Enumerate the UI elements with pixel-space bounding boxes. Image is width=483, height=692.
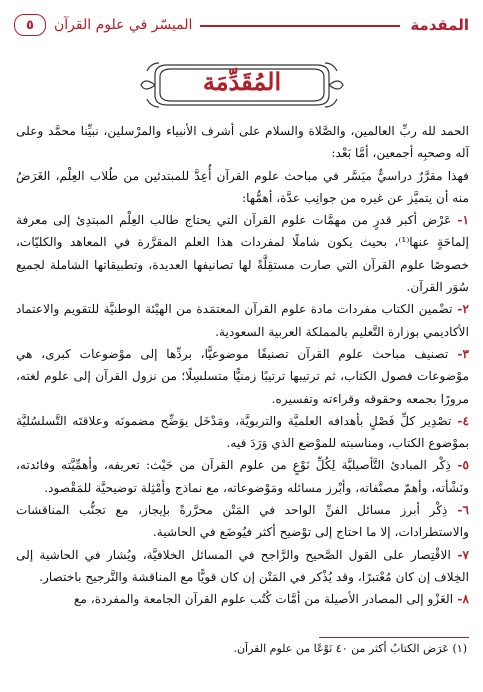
paragraph-number: ٨-	[453, 592, 469, 607]
paragraph-text: الحمد لله ربِّ العالمين، والصَّلاة والسلام على أشرف الأنبياء والمرْسلين، نبيِّنا محمَّد وعلى آله وصحبِه أجمعين، أمَّا بَعْد:	[16, 124, 469, 161]
paragraph-number: ١-	[451, 213, 469, 228]
paragraph	[16, 120, 469, 165]
paragraph	[16, 588, 469, 610]
paragraph	[16, 209, 469, 298]
page-title: المُقَدِّمَة	[202, 67, 282, 96]
title-ornament	[139, 57, 345, 113]
paragraph-number: ٦-	[447, 503, 469, 518]
paragraph-number: ٤-	[451, 413, 469, 428]
body-text	[16, 120, 469, 611]
section-title: المقدمة	[410, 16, 469, 34]
paragraph-text: ذِكْر المبادئ التَّأصيليَّة لِكُلِّ نَوْعٍ من علوم القرآن من حَيْث: تعريفه، وأهمِّيَّته وفائدته، ونَشْأته، وأهمّ مصنَّفاته، وأبْرز مسائله ومَوْضوعاته، مع نماذج وأمْثِلة توضيحيَّة للمَقْصود.	[16, 458, 469, 495]
paragraph-number: ٢-	[452, 302, 469, 317]
paragraph	[16, 165, 469, 210]
paragraph	[16, 410, 469, 455]
paragraph-text: تصنيف مباحث علوم القرآن تصنيفًا موضوعيًّا، بردِّها إلى موْضوعات كبرى، هي موْضوعات فصول الكتاب، ثم ترتيبها ترتيبًا زمنيًّا متسلسِلًا؛ من نزول القرآن إلى علوم لغته، مرورًا بجمعه وحقوقه وقراءته وتفسيره.	[16, 346, 469, 406]
paragraph-number: ٥-	[450, 458, 469, 473]
paragraph-text: العَزْو إلى المصادر الأصيلة من أمَّات كُتُب علوم القرآن الجامعة والمفردة، مع	[73, 592, 454, 607]
paragraph-text: ذِكْر أبرز مسائل الفنِّ الواحد في المَتْن محرَّرةً بإيجاز، مع تجنُّب المناقشات والاستطرادات، إلا ما احتاج إلى توْضيح أكثر فيُوضَع في الحاشية.	[16, 503, 469, 540]
footnote: (١) عَرَض الكتابُ أكثر من ٤٠ نَوْعًا من علوم القرآن.	[233, 642, 467, 655]
paragraph	[16, 343, 469, 410]
paragraph-text: تصْدِير كلِّ فَصْلٍ بأهدافه العلميَّة والتربويَّة، ومَدْخَل يوَضِّح مضمونَه وعلاقتَه التَّسلسُليَّة بموْضوع الكتاب، ومناسبته للموْضع الذي وَرَدَ فيه.	[16, 413, 469, 451]
paragraph	[16, 544, 469, 589]
paragraph-text: الاقْتِصار على القول الصَّحيح والرَّاجح في المسائل الخلافيَّة، ويُشار في الحاشية إلى الخِلاف إن كان مُعْتبرًا، وقد يُذْكر في المَتْن إن كان قويًّا مع المناقشة والتَّرجيح باختصار.	[16, 547, 469, 584]
paragraph	[16, 454, 469, 499]
header-rule	[200, 25, 400, 27]
paragraph-text: تضْمين الكتاب مفردات مادة علوم القرآن المعتمَدة من الهيْئة الوطنيَّة للتقويم والاعتماد الأكاديمي بوزارة التَّعليم بالمملكة العربية السعودية.	[16, 302, 469, 339]
page-number: ٥	[14, 14, 46, 36]
paragraph-text: عَرْض أكبر قدرٍ من مهمَّات علوم القرآن التي يحتاج طالب العِلْم المبتدِئ إلى معرفة إلماحَةٍ عنها⁽¹⁾، بحيث يكون شاملًا لمفردات هذا العلم المقرَّرة في المعاهد والكليّات، خصوصًا علوم القرآن التي صارت مستقِلَّةً لها تصانيفها العديدة، وتطبيقاتها الشاملة لجميع سُوَر القرآن.	[16, 213, 469, 295]
paragraph	[16, 499, 469, 544]
page-header	[14, 10, 469, 40]
paragraph	[16, 298, 469, 343]
footnote-rule	[319, 637, 469, 638]
paragraph-text: فهذا مقرَّرٌ دراسيٌّ ميَسَّر في مباحث علوم القرآن أُعِدَّ للمبتدئين من طُلاب العِلْم، الغَرَضُ منه أن يتميَّز عن غيره من جوانِب عدَّة، أهمُّها:	[16, 168, 469, 205]
book-title: الميسّر في علوم القرآن	[54, 17, 193, 33]
paragraph-number: ٣-	[448, 346, 469, 361]
paragraph-number: ٧-	[450, 547, 469, 562]
